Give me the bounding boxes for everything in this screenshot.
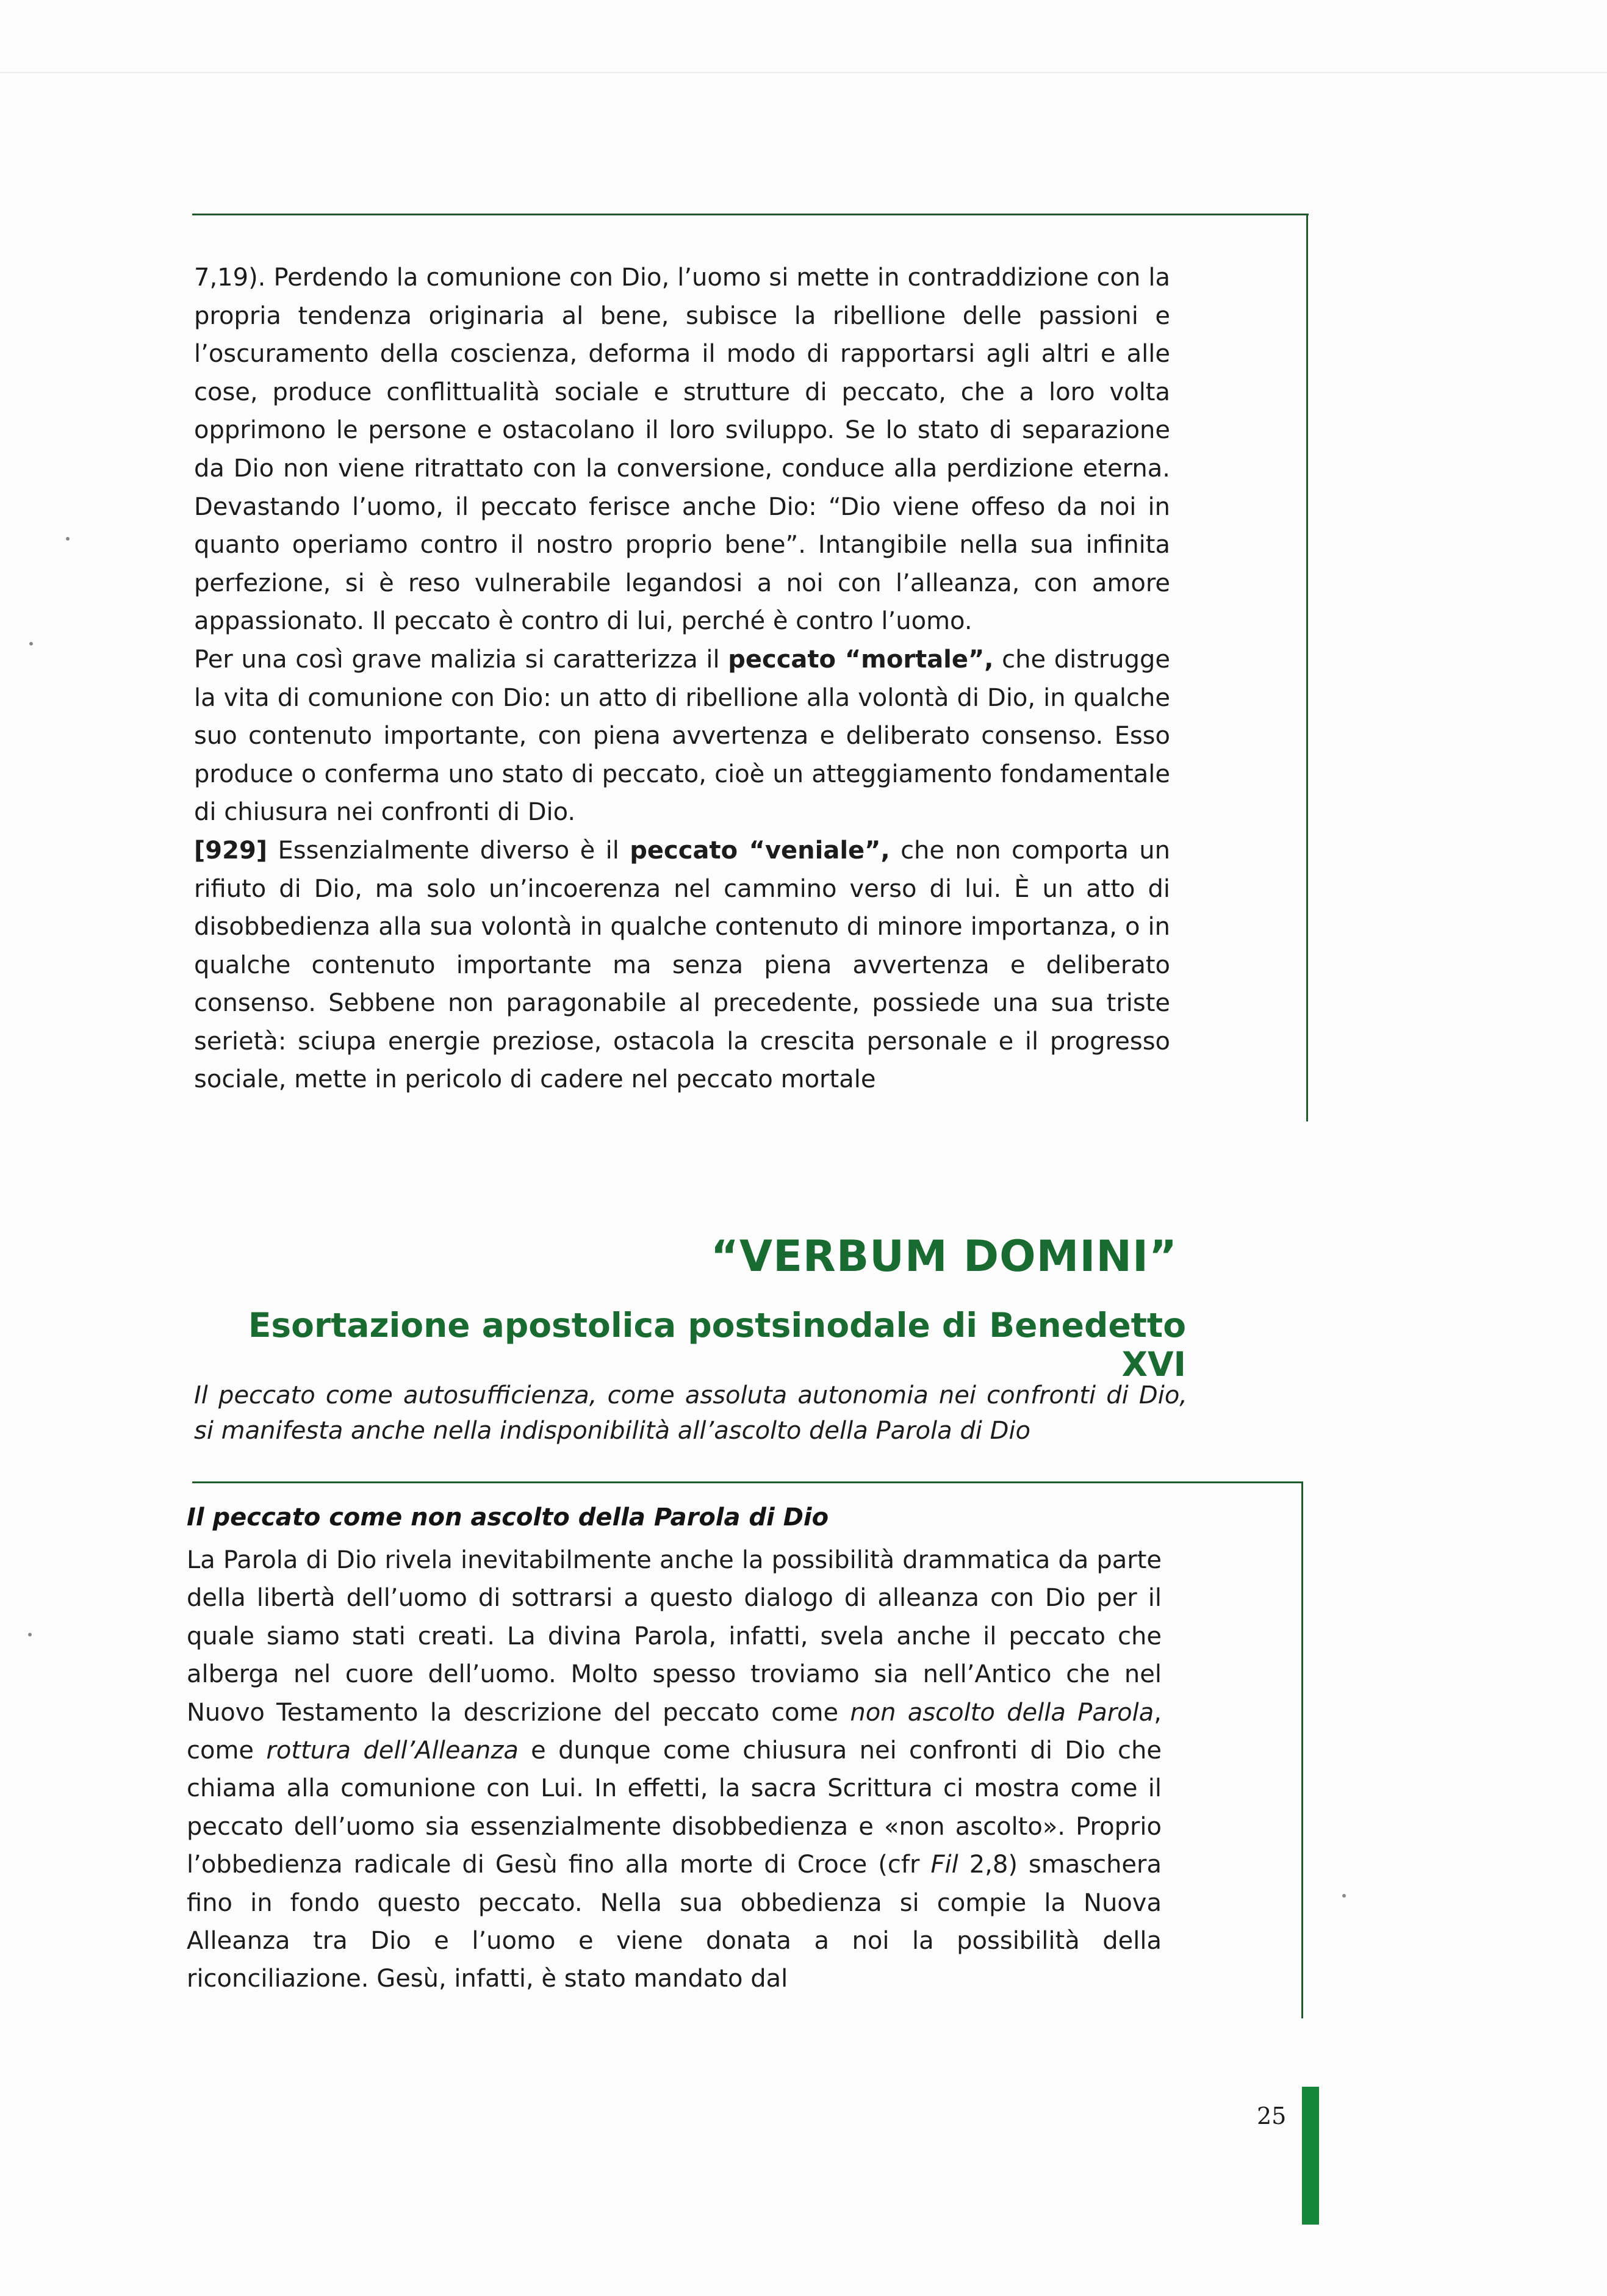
scan-speck [29, 642, 33, 646]
paragraph-text: Essenzialmente diverso è il [267, 836, 630, 865]
frame-top-side-rule [1306, 214, 1308, 1121]
scan-speck [28, 1633, 32, 1636]
page-number: 25 [1257, 2103, 1287, 2129]
scan-speck [66, 537, 70, 541]
paragraph-sin-consequences: 7,19). Perdendo la comunione con Dio, l’uomo si mette in contraddizione con la propria tendenza originaria al bene, subisce la ribellione delle passioni e l’oscuramento della coscienza, deforma il modo di rapportarsi agli altri e alle cose, produce conflittualità sociale e strutture di peccato, che a loro volta opprimono le persone e ostacolano il loro sviluppo. Se lo stato di separazione da Dio non viene ritrattato con la conversione, conduce alla perdizione eterna. Devastando l’uomo, il peccato ferisce anche Dio: “Dio viene offeso da noi in quanto operiamo contro il nostro proprio bene”. Intangibile nella sua infinita perfezione, si è reso vulnerabile legandosi a noi con l’alleanza, con amore appassionato. Il peccato è contro di lui, perché è contro l’uomo. [194, 264, 1170, 636]
paragraph-text: , come [187, 1698, 1162, 1765]
document-title: “VERBUM DOMINI” [710, 1231, 1177, 1281]
emphasis-text: rottura dell’Alleanza [266, 1736, 519, 1765]
section-heading: Il peccato come non ascolto della Parola di Dio [187, 1503, 829, 1531]
paragraph-text: che non comporta un rifiuto di Dio, ma solo un’incoerenza nel cammino verso di lui. È un atto di disobbedienza alla sua volontà in qualche contenuto di minore importanza, o in qualche contenuto importante ma senza piena avvertenza e deliberato consenso. Sebbene non paragonabile al precedente, possiede una sua triste serietà: sciupa energie preziose, ostacola la crescita personale e il progresso sociale, mette in pericolo di cadere nel peccato mortale [194, 836, 1171, 1094]
section-paragraph [187, 1541, 1162, 1998]
paragraph-text: 2,8) smaschera fino in fondo questo peccato. Nella sua obbedienza si compie la Nuova Alleanza tra Dio e l’uomo e viene donata a noi la possibilità della riconciliazione. Gesù, infatti, è stato mandato dal [187, 1851, 1162, 1993]
scan-speck [1342, 1894, 1346, 1898]
page-accent-bar [1302, 2087, 1319, 2225]
paragraph-text: La Parola di Dio rivela inevitabilmente anche la possibilità drammatica da parte della libertà dell’uomo di sottrarsi a questo dialogo di alleanza con Dio per il quale siamo stati creati. La divina Parola, infatti, svela anche il peccato che alberga nel cuore dell’uomo. Molto spesso troviamo sia nell’Antico che nel Nuovo Testamento la descrizione del peccato come [187, 1546, 1162, 1727]
emphasis-text: non ascolto della Parola [850, 1698, 1154, 1727]
paragraph-text: e dunque come chiusura nei confronti di Dio che chiama alla comunione con Lui. In effetti, la sacra Scrittura ci mostra come il peccato dell’uomo sia essenzialmente disobbedienza e «non ascolto». Proprio l’obbedienza radicale di Gesù fino alla morte di Croce (cfr [187, 1736, 1162, 1879]
scan-edge [0, 72, 1607, 73]
frame-section-rule [192, 1481, 1303, 1483]
paragraph-text: Per una così grave malizia si caratterizza il [194, 645, 728, 674]
frame-section-side-rule [1301, 1481, 1303, 2018]
main-text-block [194, 259, 1170, 1099]
paragraph-mortal-sin [194, 641, 1170, 832]
document-subtitle: Esortazione apostolica postsinodale di Benedetto XVI [248, 1306, 1186, 1384]
paragraph-text: che distrugge la vita di comunione con Dio: un atto di ribellione alla volontà di Dio, in qualche suo contenuto importante, con piena avvertenza e deliberato consenso. Esso produce o conferma uno stato di peccato, cioè un atteggiamento fondamentale di chiusura nei confronti di Dio. [194, 645, 1170, 827]
emphasis-text: Fil [930, 1851, 958, 1879]
intro-summary: Il peccato come autosufficienza, come assoluta autonomia nei confronti di Dio, si manifesta anche nella indisponibilità all’ascolto della Parola di Dio [194, 1381, 1187, 1445]
keyword-mortal-sin: peccato “mortale”, [728, 645, 994, 674]
section-text-block [187, 1541, 1162, 1998]
paragraph-number: [929] [194, 836, 268, 865]
keyword-venial-sin: peccato “veniale”, [630, 836, 890, 865]
frame-top-rule [192, 214, 1309, 215]
paragraph-venial-sin [194, 832, 1170, 1099]
